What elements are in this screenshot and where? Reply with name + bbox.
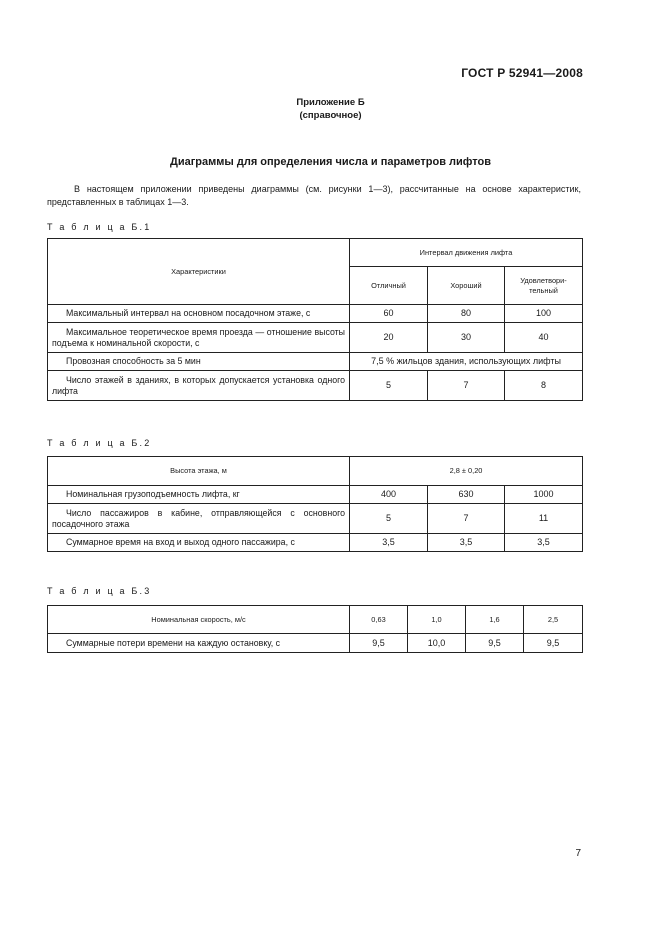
cell-value: 5 [350,504,428,534]
table-row [48,371,583,401]
table-row [48,504,583,534]
table-row [48,634,583,653]
cell-value: 630 [428,486,505,504]
table-b3 [47,605,583,653]
speed-header: 1,0 [408,606,466,634]
table1-subheader: Удовлетвори-тельный [505,267,583,305]
table-row [48,534,583,552]
cell-value: 9,5 [524,634,583,653]
speed-header: 1,6 [466,606,524,634]
cell-value: 7 [428,504,505,534]
cell-value: 1000 [505,486,583,504]
cell-value: 100 [505,305,583,323]
speed-header: 2,5 [524,606,583,634]
cell-value: 5 [350,371,428,401]
cell-value: 3,5 [505,534,583,552]
section-heading: Диаграммы для определения числа и параметров лифтов [170,156,491,168]
cell-value: 10,0 [408,634,466,653]
row-label: Суммарные потери времени на каждую остановку, с [48,634,350,653]
page-number: 7 [575,848,581,859]
cell-value: 11 [505,504,583,534]
cell-value: 400 [350,486,428,504]
row-label: Номинальная грузоподъемность лифта, кг [48,486,350,504]
table1-group-header: Интервал движения лифта [350,239,583,267]
row-label: Максимальное теоретическое время проезда — отношение высоты подъема к номинальной скорости, с [48,323,350,353]
appendix-subtitle: (справочное) [299,110,362,121]
table3-col-header: Номинальная скорость, м/с [48,606,350,634]
cell-value: 80 [428,305,505,323]
row-label: Число этажей в зданиях, в которых допускается установка одного лифта [48,371,350,401]
cell-value: 8 [505,371,583,401]
cell-value: 30 [428,323,505,353]
cell-value: 60 [350,305,428,323]
cell-value: 7 [428,371,505,401]
document-code: ГОСТ Р 52941—2008 [461,66,583,80]
speed-header: 0,63 [350,606,408,634]
table1-subheader: Отличный [350,267,428,305]
table-row [48,305,583,323]
cell-value: 9,5 [350,634,408,653]
table2-caption: Т а б л и ц а Б.2 [47,438,152,448]
table1-subheader: Хороший [428,267,505,305]
table1-col-header: Характеристики [48,239,350,305]
table-row [48,323,583,353]
table3-caption: Т а б л и ц а Б.3 [47,586,152,596]
appendix-title: Приложение Б [296,97,365,108]
cell-value: 3,5 [350,534,428,552]
table1-caption: Т а б л и ц а Б.1 [47,222,152,232]
cell-value: 20 [350,323,428,353]
table2-col-header: Высота этажа, м [48,457,350,486]
row-label: Провозная способность за 5 мин [48,353,350,371]
cell-merged: 7,5 % жильцов здания, использующих лифты [350,353,583,371]
table-row [48,353,583,371]
table2-value-header: 2,8 ± 0,20 [350,457,583,486]
cell-value: 40 [505,323,583,353]
row-label: Суммарное время на вход и выход одного пассажира, с [48,534,350,552]
cell-value: 9,5 [466,634,524,653]
table-b1 [47,238,583,401]
intro-paragraph: В настоящем приложении приведены диаграммы (см. рисунки 1—3), рассчитанные на основе характеристик, представленных в таблицах 1—3. [47,184,581,207]
row-label: Число пассажиров в кабине, отправляющейся с основного посадочного этажа [48,504,350,534]
table-b2 [47,456,583,552]
row-label: Максимальный интервал на основном посадочном этаже, с [48,305,350,323]
cell-value: 3,5 [428,534,505,552]
table-row [48,486,583,504]
